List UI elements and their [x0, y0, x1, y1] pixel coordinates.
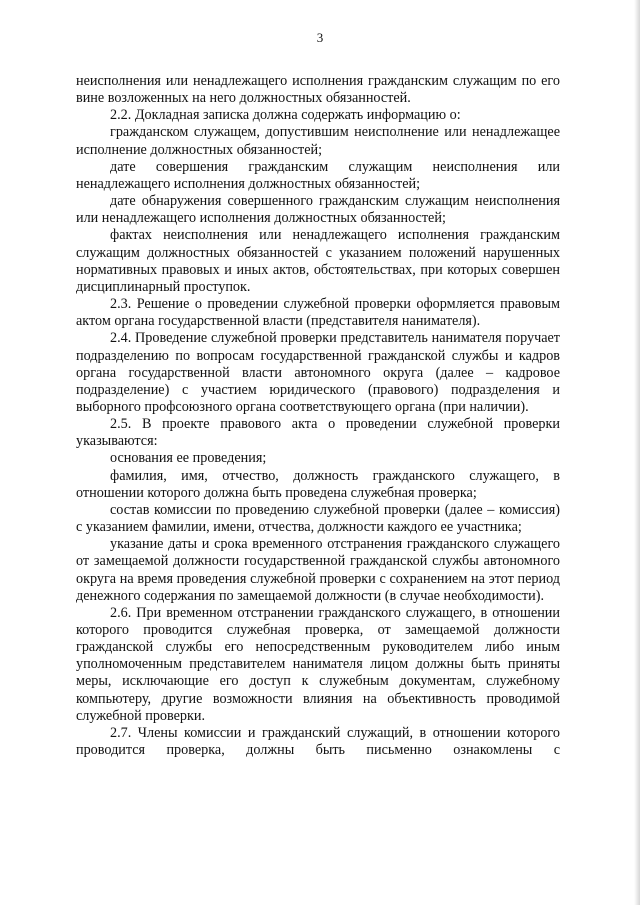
list-item-facts: фактах неисполнения или ненадлежащего исполнения гражданским служащим должностных обязанностей с указанием положений нарушенных нормативных правовых и иных актов, обстоятельствах, при которых совершен дисциплинарный проступок.	[76, 227, 560, 295]
scan-edge	[634, 0, 640, 905]
paragraph-2-5: 2.5. В проекте правового акта о проведении служебной проверки указываются:	[76, 416, 560, 450]
list-item-grounds: основания ее проведения;	[110, 450, 267, 467]
paragraph-continuation: неисполнения или ненадлежащего исполнения гражданским служащим по его вине возложенных на него должностных обязанностей.	[76, 73, 560, 107]
page-number: 3	[316, 30, 324, 45]
list-item-date-committed: дате совершения гражданским служащим неисполнения или ненадлежащего исполнения должностных обязанностей;	[76, 158, 560, 192]
list-item-suspension: указание даты и срока временного отстранения гражданского служащего от замещаемой должности государственной гражданской службы автономного округа на время проведения служебной проверки с сохранением на этот период денежного содержания по замещаемой должности (в случае необходимости).	[76, 536, 560, 604]
list-item-full-name: фамилия, имя, отчество, должность гражданского служащего, в отношении которого должна быть проведена служебная проверка;	[76, 467, 560, 501]
list-item-commission: состав комиссии по проведению служебной проверки (далее – комиссия) с указанием фамилии, имени, отчества, должности каждого ее участника;	[76, 501, 560, 536]
document-body	[76, 73, 560, 759]
paragraph-2-7: 2.7. Члены комиссии и гражданский служащий, в отношении которого проводится проверка, должны быть письменно ознакомлены с	[76, 724, 560, 759]
paragraph-2-2: 2.2. Докладная записка должна содержать информацию о:	[110, 107, 461, 124]
paragraph-2-4: 2.4. Проведение служебной проверки представитель нанимателя поручает подразделению по вопросам государственной гражданской службы и кадров органа государственной власти автономного округа (далее – кадровое подразделение) с участием юридического (правового) подразделения и выборного профсоюзного органа соответствующего органа (при наличии).	[76, 330, 560, 415]
list-item-civil-servant: гражданском служащем, допустившим неисполнение или ненадлежащее исполнение должностных обязанностей;	[76, 124, 560, 158]
list-item-date-discovered: дате обнаружения совершенного гражданским служащим неисполнения или ненадлежащего исполнения должностных обязанностей;	[76, 193, 560, 227]
paragraph-2-6: 2.6. При временном отстранении гражданского служащего, в отношении которого проводится служебная проверка, от замещаемой должности гражданской службы его непосредственным руководителем либо иным уполномоченным представителем нанимателя лицом должны быть приняты меры, исключающие его доступ к служебным документам, служебному компьютеру, другие возможности влияния на объективность проводимой служебной проверки.	[76, 604, 560, 724]
paragraph-2-3: 2.3. Решение о проведении служебной проверки оформляется правовым актом органа государственной власти (представителя нанимателя).	[76, 296, 560, 330]
